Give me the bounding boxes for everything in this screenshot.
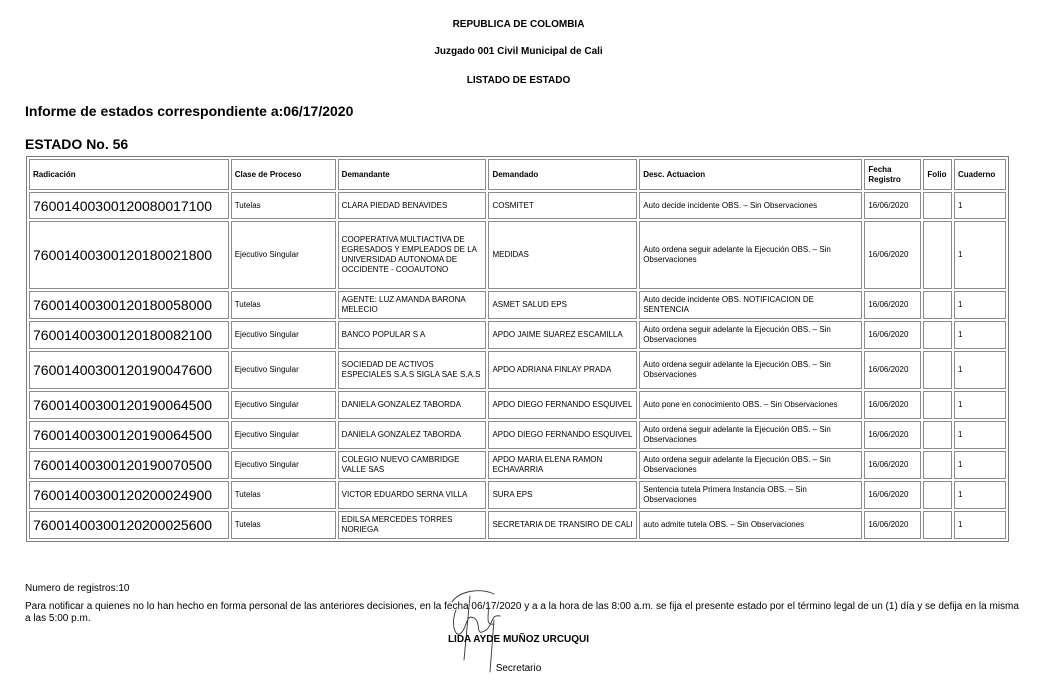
header-republica: REPUBLICA DE COLOMBIA [452,19,585,30]
cell-demandante: COLEGIO NUEVO CAMBRIDGE VALLE SAS [338,451,487,479]
cell-demandado: SURA EPS [488,481,637,509]
cell-fecha: 16/06/2020 [864,391,921,419]
cell-demandante: CLARA PIEDAD BENAVIDES [338,192,487,219]
cell-fecha: 16/06/2020 [864,321,921,349]
cell-radicacion: 76001400300120180058000 [29,291,229,319]
cell-radicacion: 76001400300120200024900 [29,481,229,509]
cell-clase: Tutelas [231,481,336,509]
firmante-nombre: LIDA AYDE MUÑOZ URCUQUI [447,634,590,645]
cell-fecha: 16/06/2020 [864,221,921,289]
col-radicacion: Radicación [29,159,229,190]
cell-demandante: COOPERATIVA MULTIACTIVA DE EGRESADOS Y EMPLEADOS DE LA UNIVERSIDAD AUTONOMA DE OCCIDENTE - COOAUTONO [338,221,487,289]
cell-folio [923,481,952,509]
cell-demandante: DANIELA GONZALEZ TABORDA [338,391,487,419]
table-row [29,511,1006,539]
cell-desc: Auto decide incidente OBS. – Sin Observaciones [639,192,862,219]
cell-desc: Auto ordena seguir adelante la Ejecución OBS. – Sin Observaciones [639,221,862,289]
col-cuaderno: Cuaderno [954,159,1006,190]
cell-radicacion: 76001400300120190070500 [29,451,229,479]
numero-registros: Numero de registros:10 [25,583,130,594]
cell-desc: Auto ordena seguir adelante la Ejecución OBS. – Sin Observaciones [639,451,862,479]
cell-clase: Ejecutivo Singular [231,351,336,389]
cell-fecha: 16/06/2020 [864,351,921,389]
cell-radicacion: 76001400300120080017100 [29,192,229,219]
table-row [29,451,1006,479]
firmante-cargo: Secretario [495,663,542,674]
cell-desc: Auto decide incidente OBS. NOTIFICACION DE SENTENCIA [639,291,862,319]
cell-fecha: 16/06/2020 [864,451,921,479]
estados-table [26,156,1009,542]
header-listado: LISTADO DE ESTADO [466,75,571,86]
cell-fecha: 16/06/2020 [864,291,921,319]
cell-clase: Tutelas [231,192,336,219]
cell-radicacion: 76001400300120190064500 [29,391,229,419]
cell-radicacion: 76001400300120200025600 [29,511,229,539]
cell-demandado: MEDIDAS [488,221,637,289]
cell-demandado: APDO ADRIANA FINLAY PRADA [488,351,637,389]
cell-radicacion: 76001400300120190064500 [29,421,229,449]
cell-demandado: APDO MARIA ELENA RAMON ECHAVARRIA [488,451,637,479]
cell-demandado: APDO DIEGO FERNANDO ESQUIVEL [488,421,637,449]
table-row [29,391,1006,419]
table-row [29,481,1006,509]
estado-number: ESTADO No. 56 [25,136,129,152]
cell-cuaderno: 1 [954,421,1006,449]
cell-desc: Auto ordena seguir adelante la Ejecución OBS. – Sin Observaciones [639,421,862,449]
col-fecha-registro: Fecha Registro [864,159,921,190]
cell-clase: Ejecutivo Singular [231,451,336,479]
cell-cuaderno: 1 [954,291,1006,319]
informe-title: Informe de estados correspondiente a:06/17/2020 [25,103,354,119]
cell-radicacion: 76001400300120190047600 [29,351,229,389]
cell-folio [923,291,952,319]
table-row [29,221,1006,289]
cell-demandante: AGENTE: LUZ AMANDA BARONA MELECIO [338,291,487,319]
cell-folio [923,192,952,219]
cell-demandado: COSMITET [488,192,637,219]
cell-fecha: 16/06/2020 [864,511,921,539]
cell-fecha: 16/06/2020 [864,192,921,219]
cell-desc: Sentencia tutela Primera Instancia OBS. – Sin Observaciones [639,481,862,509]
table-row [29,192,1006,219]
cell-demandante: SOCIEDAD DE ACTIVOS ESPECIALES S.A.S SIGLA SAE S.A.S [338,351,487,389]
cell-demandante: DANIELA GONZALEZ TABORDA [338,421,487,449]
table-row [29,351,1006,389]
cell-cuaderno: 1 [954,391,1006,419]
cell-cuaderno: 1 [954,481,1006,509]
col-demandado: Demandado [488,159,637,190]
cell-clase: Tutelas [231,291,336,319]
cell-folio [923,321,952,349]
cell-cuaderno: 1 [954,192,1006,219]
cell-demandado: SECRETARIA DE TRANSIRO DE CALI [488,511,637,539]
cell-demandado: APDO JAIME SUAREZ ESCAMILLA [488,321,637,349]
cell-demandado: ASMET SALUD EPS [488,291,637,319]
cell-folio [923,391,952,419]
cell-folio [923,221,952,289]
cell-folio [923,351,952,389]
cell-demandante: BANCO POPULAR S A [338,321,487,349]
cell-cuaderno: 1 [954,451,1006,479]
cell-clase: Ejecutivo Singular [231,421,336,449]
cell-desc: Auto pone en conocimiento OBS. – Sin Observaciones [639,391,862,419]
col-folio: Folio [923,159,952,190]
cell-cuaderno: 1 [954,351,1006,389]
cell-folio [923,511,952,539]
cell-clase: Ejecutivo Singular [231,391,336,419]
cell-clase: Tutelas [231,511,336,539]
cell-desc: auto admite tutela OBS. – Sin Observaciones [639,511,862,539]
cell-clase: Ejecutivo Singular [231,321,336,349]
cell-cuaderno: 1 [954,511,1006,539]
header-juzgado: Juzgado 001 Civil Municipal de Cali [434,46,603,57]
cell-desc: Auto ordena seguir adelante la Ejecución OBS. – Sin Observaciones [639,321,862,349]
cell-folio [923,451,952,479]
cell-radicacion: 76001400300120180021800 [29,221,229,289]
cell-clase: Ejecutivo Singular [231,221,336,289]
cell-folio [923,421,952,449]
table-row [29,421,1006,449]
table-row [29,321,1006,349]
cell-fecha: 16/06/2020 [864,481,921,509]
cell-cuaderno: 1 [954,321,1006,349]
col-clase-proceso: Clase de Proceso [231,159,336,190]
cell-demandado: APDO DIEGO FERNANDO ESQUIVEL [488,391,637,419]
cell-radicacion: 76001400300120180082100 [29,321,229,349]
cell-demandante: VICTOR EDUARDO SERNA VILLA [338,481,487,509]
cell-cuaderno: 1 [954,221,1006,289]
cell-fecha: 16/06/2020 [864,421,921,449]
table-header-row [29,159,1006,190]
notificacion-text: Para notificar a quienes no lo han hecho en forma personal de las anteriores decisiones, en la fecha 06/17/2020 y a a la hora de las 8:00 a.m. se fija el presente estado por el término legal de un (1) día y se defija en la misma a las 5:00 p.m. [25,601,1019,624]
cell-demandante: EDILSA MERCEDES TORRES NORIEGA [338,511,487,539]
cell-desc: Auto ordena seguir adelante la Ejecución OBS. – Sin Observaciones [639,351,862,389]
table-row [29,291,1006,319]
col-desc-actuacion: Desc. Actuacion [639,159,862,190]
col-demandante: Demandante [338,159,487,190]
